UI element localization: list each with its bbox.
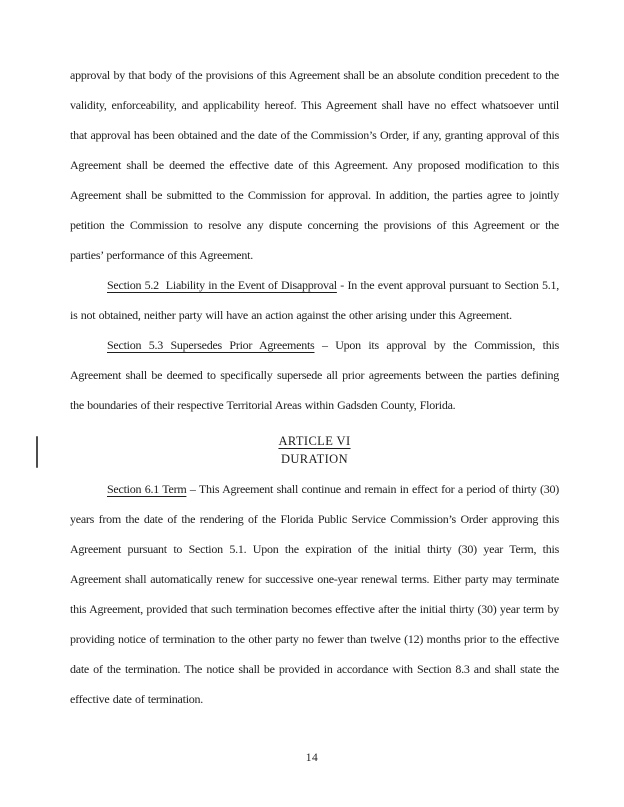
section-5-2-heading: Section 5.2 Liability in the Event of Disapproval [107, 278, 337, 292]
paragraph-section-5-1-continuation [70, 60, 559, 270]
paragraph-section-5-2 [70, 270, 559, 330]
article-title: ARTICLE VI [278, 434, 351, 448]
section-6-1-body: – This Agreement shall continue and remain in effect for a period of thirty (30) years from the date of the rendering of the Florida Public Service Commission’s Order approving this Agreement pursuant to Section 5.1. Upon the expiration of the initial thirty (30) year Term, this Agreement shall automatically renew for successive one-year renewal terms. Either party may terminate this Agreement, provided that such termination becomes effective after the initial thirty (30) year term by providing notice of termination to the other party no fewer than twelve (12) months prior to the effective date of the termination. The notice shall be provided in accordance with Section 8.3 and shall state the effective date of termination. [70, 482, 559, 706]
text-block [70, 60, 559, 714]
paragraph-section-6-1 [70, 474, 559, 714]
paragraph-section-5-3 [70, 330, 559, 420]
paragraph-text: approval by that body of the provisions of this Agreement shall be an absolute condition precedent to the validity, enforceability, and applicability hereof. This Agreement shall have no effect whatsoever until that approval has been obtained and the date of the Commission’s Order, if any, granting approval of this Agreement shall be deemed the effective date of this Agreement. Any proposed modification to this Agreement shall be submitted to the Commission for approval. In addition, the parties agree to jointly petition the Commission to resolve any dispute concerning the provisions of this Agreement or the parties’ performance of this Agreement. [70, 68, 559, 262]
margin-stray-mark [36, 436, 38, 468]
article-heading [70, 432, 559, 468]
section-5-2-body: - In the event approval pursuant to Section 5.1, is not obtained, neither party will have an action against the other arising under this Agreement. [70, 278, 559, 322]
article-subtitle: DURATION [280, 452, 349, 466]
section-6-1-heading: Section 6.1 Term [107, 482, 187, 496]
section-5-3-heading: Section 5.3 Supersedes Prior Agreements [107, 338, 315, 352]
page-number: 14 [305, 752, 319, 764]
section-5-3-body: – Upon its approval by the Commission, this Agreement shall be deemed to specifically supersede all prior agreements between the parties defining the boundaries of their respective Territorial Areas within Gadsden County, Florida. [70, 338, 559, 412]
